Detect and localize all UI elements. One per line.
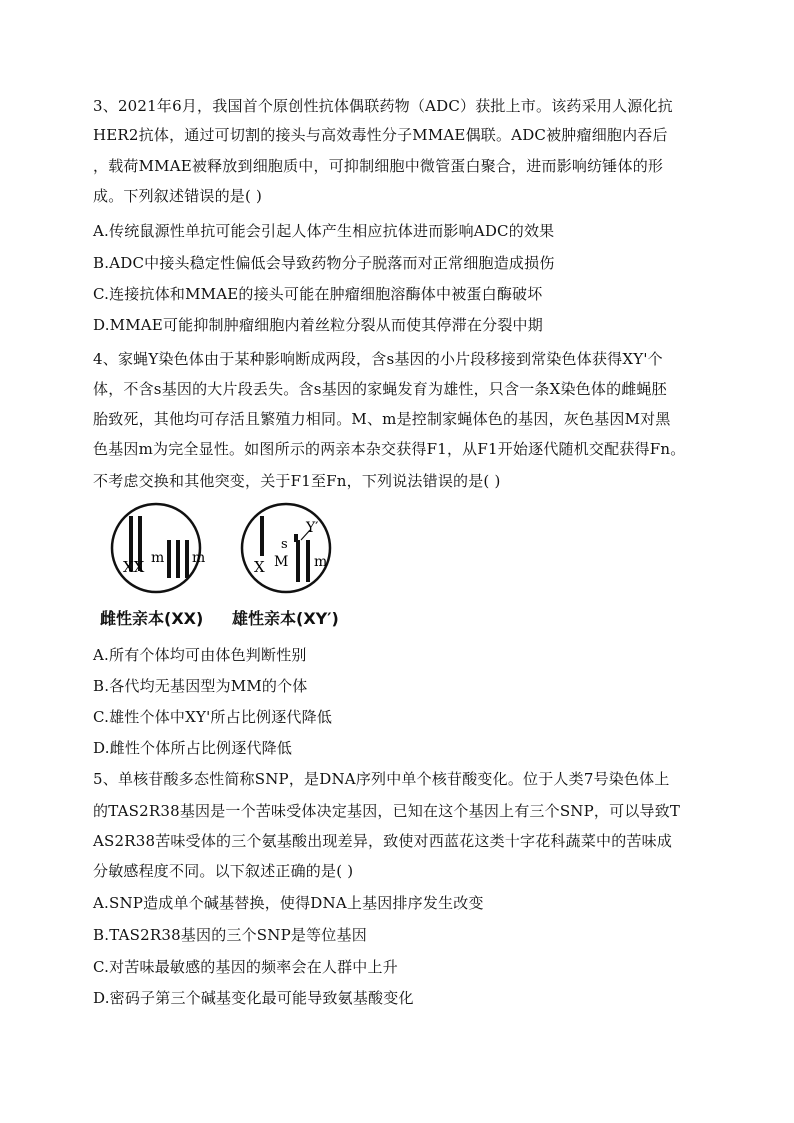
q4-stem-line-4 (93, 439, 733, 459)
q3-option-b: B.ADC中接头稳定性偏低会导致药物分子脱落而对正常细胞造成损伤 (93, 254, 555, 272)
female-label-xx: XX (123, 558, 145, 576)
q4-stem-line-1: 4、家蝇Y染色体由于某种影响断成两段，含s基因的小片段移接到常染色体获得XY'个 (93, 350, 663, 368)
q5-stem-line-2: 的TAS2R38基因是一个苦味受体决定基因，已知在这个基因上有三个SNP，可以导致T (93, 802, 681, 820)
q3-option-c: C.连接抗体和MMAE的接头可能在肿瘤细胞溶酶体中被蛋白酶破坏 (93, 285, 543, 303)
q5-option-b: B.TAS2R38基因的三个SNP是等位基因 (93, 926, 367, 944)
q5-option-c: C.对苦味最敏感的基因的频率会在人群中上升 (93, 958, 398, 976)
q4-stem-line-4-text: 色基因m为完全显性。如图所示的两亲本杂交获得F1，从F1开始逐代随机交配获得Fn。 (93, 440, 686, 458)
male-x-chromosome (260, 516, 264, 556)
q4-option-a: A.所有个体均可由体色判断性别 (93, 646, 307, 664)
q5-stem-line-1: 5、单核苷酸多态性简称SNP，是DNA序列中单个核苷酸变化。位于人类7号染色体上 (93, 770, 670, 788)
q5-option-a: A.SNP造成单个碱基替换，使得DNA上基因排序发生改变 (93, 894, 484, 912)
female-autosome-1 (167, 540, 171, 578)
female-label-m2: m (192, 550, 206, 566)
male-label-y: Y′ (306, 520, 319, 536)
female-label-m1: m (151, 550, 165, 566)
male-label-m-dominant: M (274, 554, 289, 570)
q3-stem-line-2: HER2抗体，通过可切割的接头与高效毒性分子MMAE偶联。ADC被肿瘤细胞内吞后 (93, 126, 668, 144)
q4-stem-line-5: 不考虑交换和其他突变，关于F1至Fn，下列说法错误的是( ) (93, 472, 501, 490)
q3-option-a: A.传统鼠源性单抗可能会引起人体产生相应抗体进而影响ADC的效果 (93, 222, 555, 240)
male-autosome-with-s (296, 540, 300, 582)
male-label-m-recessive: m (314, 554, 328, 570)
q3-option-d: D.MMAE可能抑制肿瘤细胞内着丝粒分裂从而使其停滞在分裂中期 (93, 316, 543, 334)
q3-stem-line-1: 3、2021年6月，我国首个原创性抗体偶联药物（ADC）获批上市。该药采用人源化抗 (93, 97, 673, 115)
q5-option-d: D.密码子第三个碱基变化最可能导致氨基酸变化 (93, 989, 414, 1007)
q4-option-c: C.雄性个体中XY'所占比例逐代降低 (93, 708, 333, 726)
q4-stem-line-2: 体，不含s基因的大片段丢失。含s基因的家蝇发育为雄性，只含一条X染色体的雌蝇胚 (93, 380, 667, 398)
q3-stem-line-3: ，载荷MMAE被释放到细胞质中，可抑制细胞中微管蛋白聚合，进而影响纺锤体的形 (93, 157, 664, 175)
male-parent-caption: 雄性亲本(XY′) (232, 609, 339, 628)
q3-stem-line-4: 成。下列叙述错误的是( ) (93, 187, 263, 205)
q4-option-b: B.各代均无基因型为MM的个体 (93, 677, 308, 695)
male-autosome-2 (306, 540, 310, 582)
male-label-s: s (281, 537, 288, 552)
q4-stem-line-3: 胎致死，其他均可存活且繁殖力相同。M、m是控制家蝇体色的基因，灰色基因M对黑 (93, 410, 671, 428)
q5-stem-line-4: 分敏感程度不同。以下叙述正确的是( ) (93, 862, 354, 880)
female-parent-caption: 雌性亲本(XX) (100, 609, 204, 628)
q4-option-d: D.雌性个体所占比例逐代降低 (93, 739, 293, 757)
chromosome-figure (96, 500, 376, 640)
male-label-x: X (254, 558, 265, 576)
female-autosome-2 (176, 540, 180, 578)
q5-stem-line-3: AS2R38苦味受体的三个氨基酸出现差异，致使对西蓝花这类十字花科蔬菜中的苦味成 (93, 832, 673, 850)
female-autosome-3 (185, 540, 189, 578)
male-y-fragment (294, 534, 298, 542)
